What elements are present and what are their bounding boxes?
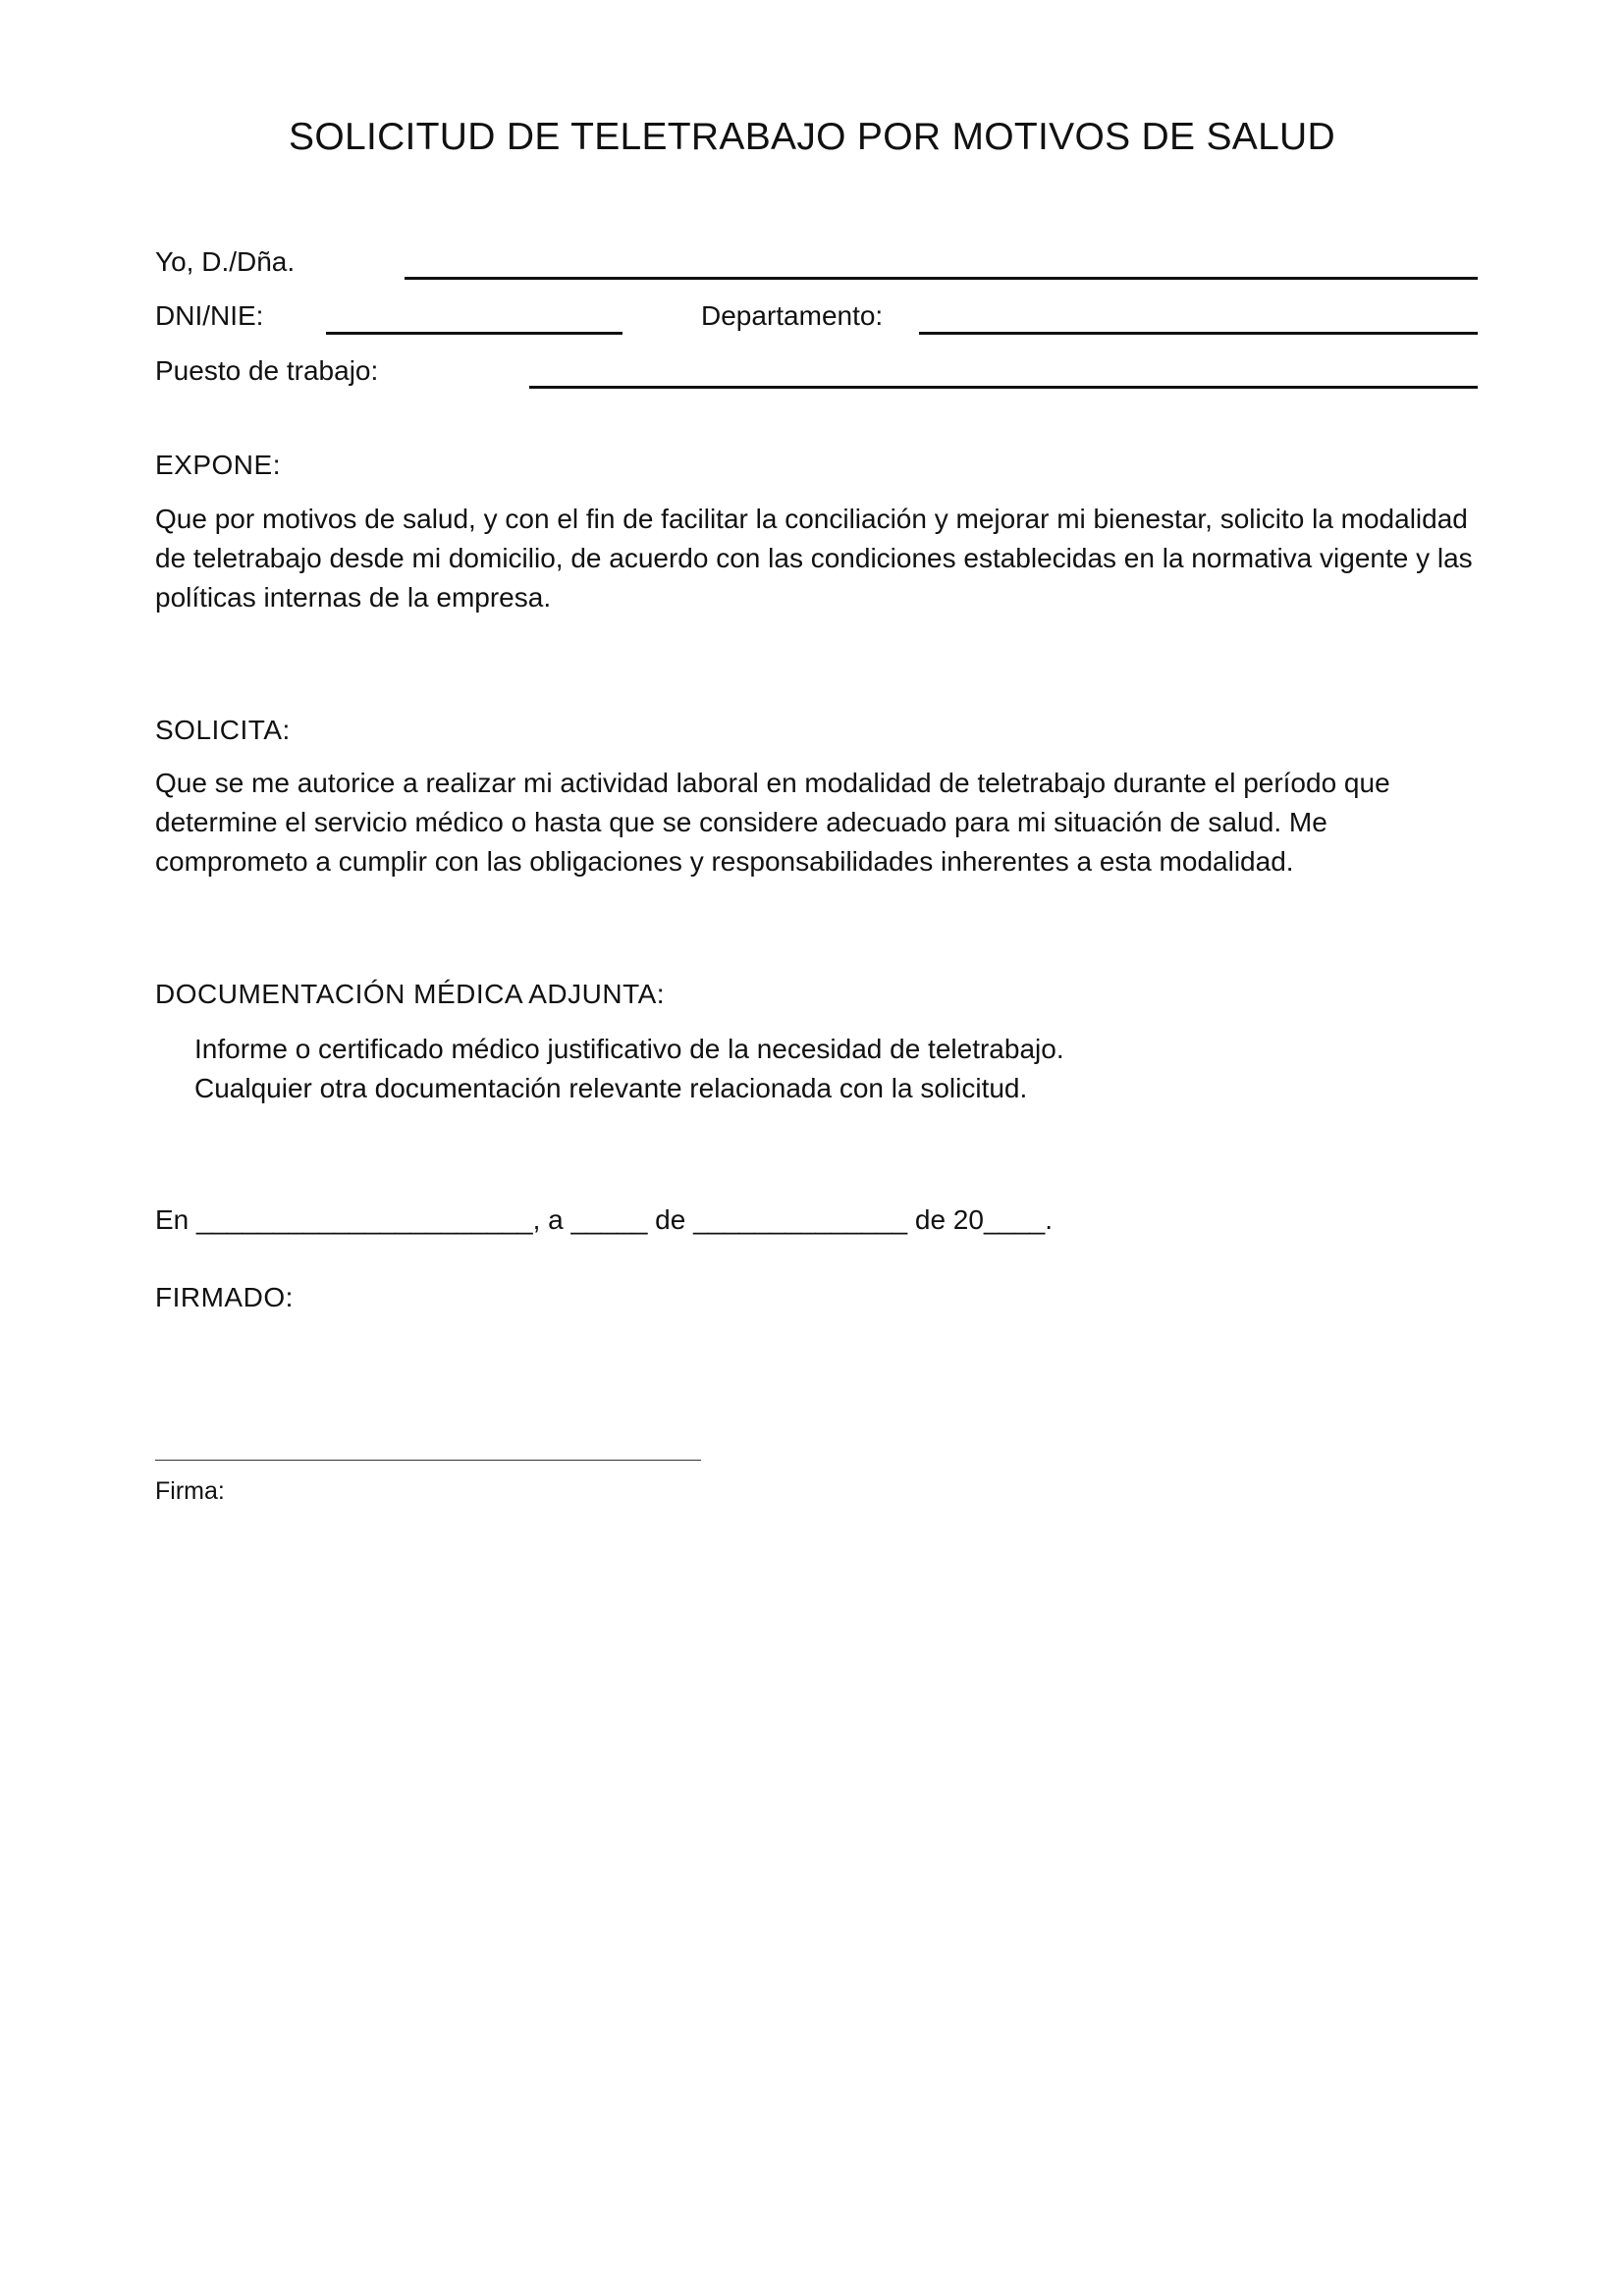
expone-line: de teletrabajo desde mi domicilio, de acuerdo con las condiciones establecidas en la normativa vigente y las	[155, 543, 1473, 573]
department-label: Departamento:	[701, 300, 884, 331]
documentacion-item: Informe o certificado médico justificativo de la necesidad de teletrabajo.	[194, 1034, 1064, 1064]
solicita-line: determine el servicio médico o hasta que se considere adecuado para mi situación de salud. Me	[155, 807, 1327, 837]
dni-field-line[interactable]	[326, 332, 623, 335]
expone-line: políticas internas de la empresa.	[155, 582, 552, 613]
department-field-line[interactable]	[919, 332, 1478, 335]
expone-heading: EXPONE:	[155, 450, 281, 480]
solicita-line: Que se me autorice a realizar mi actividad laboral en modalidad de teletrabajo durante el período que	[155, 768, 1390, 798]
firmado-label: FIRMADO:	[155, 1282, 294, 1312]
solicita-line: comprometo a cumplir con las obligaciones y responsabilidades inherentes a esta modalidad.	[155, 846, 1294, 877]
documentacion-item: Cualquier otra documentación relevante relacionada con la solicitud.	[194, 1073, 1028, 1103]
dni-label: DNI/NIE:	[155, 300, 264, 331]
firma-label: Firma:	[155, 1477, 225, 1505]
name-label: Yo, D./Dña.	[155, 246, 296, 277]
expone-line: Que por motivos de salud, y con el fin de facilitar la conciliación y mejorar mi bienestar, solicito la modalidad	[155, 504, 1468, 534]
documentacion-heading: DOCUMENTACIÓN MÉDICA ADJUNTA:	[155, 979, 666, 1009]
solicita-paragraph	[155, 764, 1481, 881]
solicita-heading: SOLICITA:	[155, 715, 291, 745]
position-label: Puesto de trabajo:	[155, 355, 379, 386]
date-line[interactable]: En ______________________, a _____ de ______________ de 20____.	[155, 1204, 1054, 1235]
document-title: SOLICITUD DE TELETRABAJO POR MOTIVOS DE SALUD	[289, 116, 1335, 158]
position-field-line[interactable]	[529, 386, 1478, 389]
signature-line[interactable]	[155, 1460, 701, 1461]
name-field-line[interactable]	[405, 277, 1478, 280]
expone-paragraph	[155, 500, 1481, 617]
